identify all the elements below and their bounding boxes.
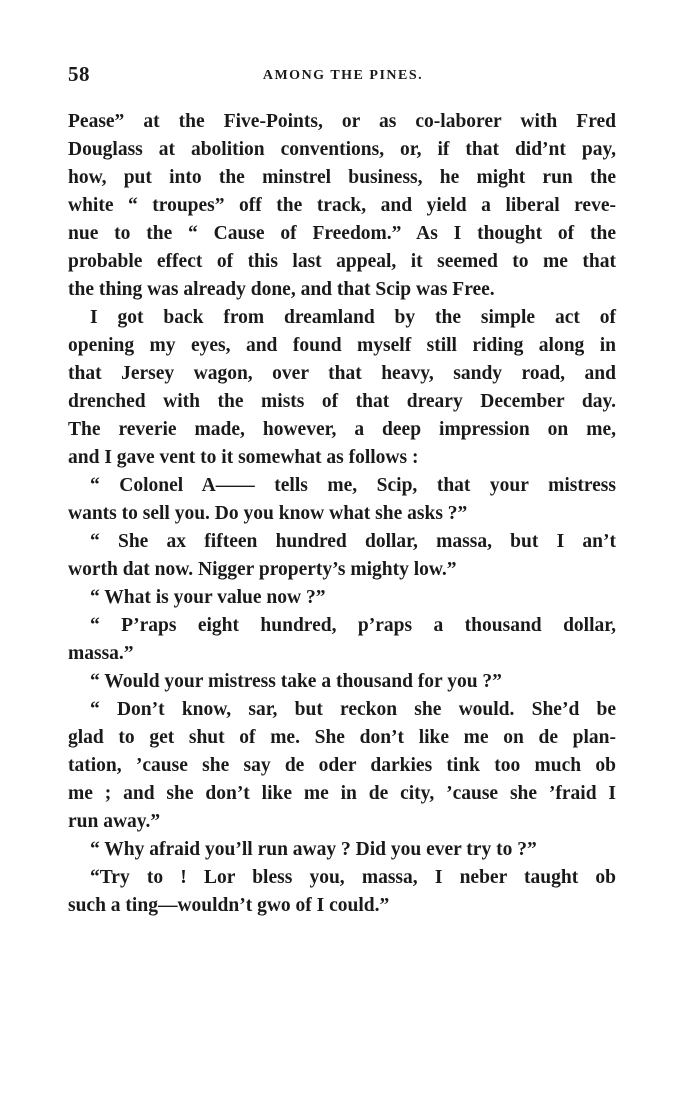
text-line: nue to the “ Cause of Freedom.” As I thought of the [68, 223, 616, 244]
text-line: run away.” [68, 811, 161, 832]
text-line: tation, ’cause she say de oder darkies tink too much ob [68, 755, 616, 776]
text-line: massa.” [68, 643, 134, 664]
text-line: “ What is your value now ?” [90, 587, 326, 608]
text-line: the thing was already done, and that Scip was Free. [68, 279, 495, 300]
text-line: glad to get shut of me. She don’t like me on de plan- [68, 727, 616, 748]
text-line: worth dat now. Nigger property’s mighty low.” [68, 559, 457, 580]
text-line: “ Why afraid you’ll run away ? Did you ever try to ?” [90, 839, 537, 860]
text-line: “Try to ! Lor bless you, massa, I neber taught ob [90, 867, 616, 888]
text-line: I got back from dreamland by the simple act of [90, 307, 616, 328]
text-line: “ Colonel A—— tells me, Scip, that your mistress [90, 475, 616, 496]
text-line: The reverie made, however, a deep impression on me, [68, 419, 616, 440]
text-line: “ She ax fifteen hundred dollar, massa, but I an’t [90, 531, 616, 552]
text-line: and I gave vent to it somewhat as follows : [68, 447, 419, 468]
text-line: white “ troupes” off the track, and yield a liberal reve- [68, 195, 616, 216]
body-text [68, 108, 616, 920]
text-line: such a ting—wouldn’t gwo of I could.” [68, 895, 390, 916]
text-line: “ Don’t know, sar, but reckon she would. She’d be [90, 699, 616, 720]
text-line: probable effect of this last appeal, it seemed to me that [68, 251, 616, 272]
text-line: opening my eyes, and found myself still riding along in [68, 335, 616, 356]
text-line: me ; and she don’t like me in de city, ’cause she ’fraid I [68, 783, 616, 804]
text-line: that Jersey wagon, over that heavy, sandy road, and [68, 363, 616, 384]
text-line: drenched with the mists of that dreary December day. [68, 391, 616, 412]
text-line: Pease” at the Five-Points, or as co-laborer with Fred [68, 111, 616, 132]
text-line: Douglass at abolition conventions, or, if that did’nt pay, [68, 139, 616, 160]
text-line: “ Would your mistress take a thousand for you ?” [90, 671, 502, 692]
running-head: AMONG THE PINES. [262, 68, 424, 83]
text-line: wants to sell you. Do you know what she asks ?” [68, 503, 468, 524]
text-line: how, put into the minstrel business, he might run the [68, 167, 616, 188]
text-line: “ P’raps eight hundred, p’raps a thousand dollar, [90, 615, 616, 636]
page-header [68, 62, 618, 90]
page-number: 58 [68, 62, 90, 86]
